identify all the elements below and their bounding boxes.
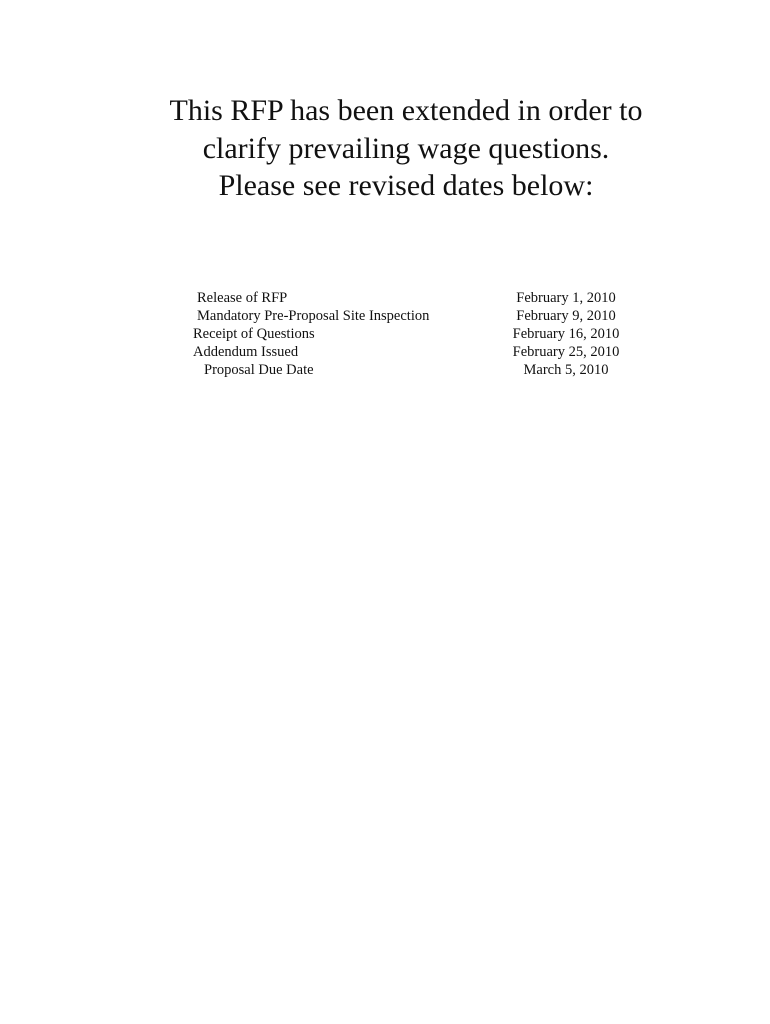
schedule-date: March 5, 2010	[523, 362, 609, 378]
schedule-row	[0, 289, 770, 307]
schedule-row	[0, 307, 770, 325]
schedule-event: Proposal Due Date	[204, 362, 314, 378]
schedule-date: February 16, 2010	[512, 326, 620, 342]
schedule-row	[0, 361, 770, 379]
schedule-row	[0, 343, 770, 361]
schedule-event: Mandatory Pre-Proposal Site Inspection	[197, 308, 430, 324]
schedule-date: February 1, 2010	[516, 290, 616, 306]
schedule-date: February 25, 2010	[512, 344, 620, 360]
schedule-list	[0, 289, 770, 379]
schedule-row	[0, 325, 770, 343]
extension-notice	[0, 92, 770, 205]
notice-line-1: This RFP has been extended in order to	[169, 94, 643, 127]
notice-line-3: Please see revised dates below:	[218, 169, 594, 202]
schedule-event: Addendum Issued	[193, 344, 299, 360]
schedule-date: February 9, 2010	[516, 308, 616, 324]
schedule-event: Receipt of Questions	[193, 326, 315, 342]
schedule-event: Release of RFP	[197, 290, 288, 306]
notice-line-2: clarify prevailing wage questions.	[202, 131, 610, 165]
